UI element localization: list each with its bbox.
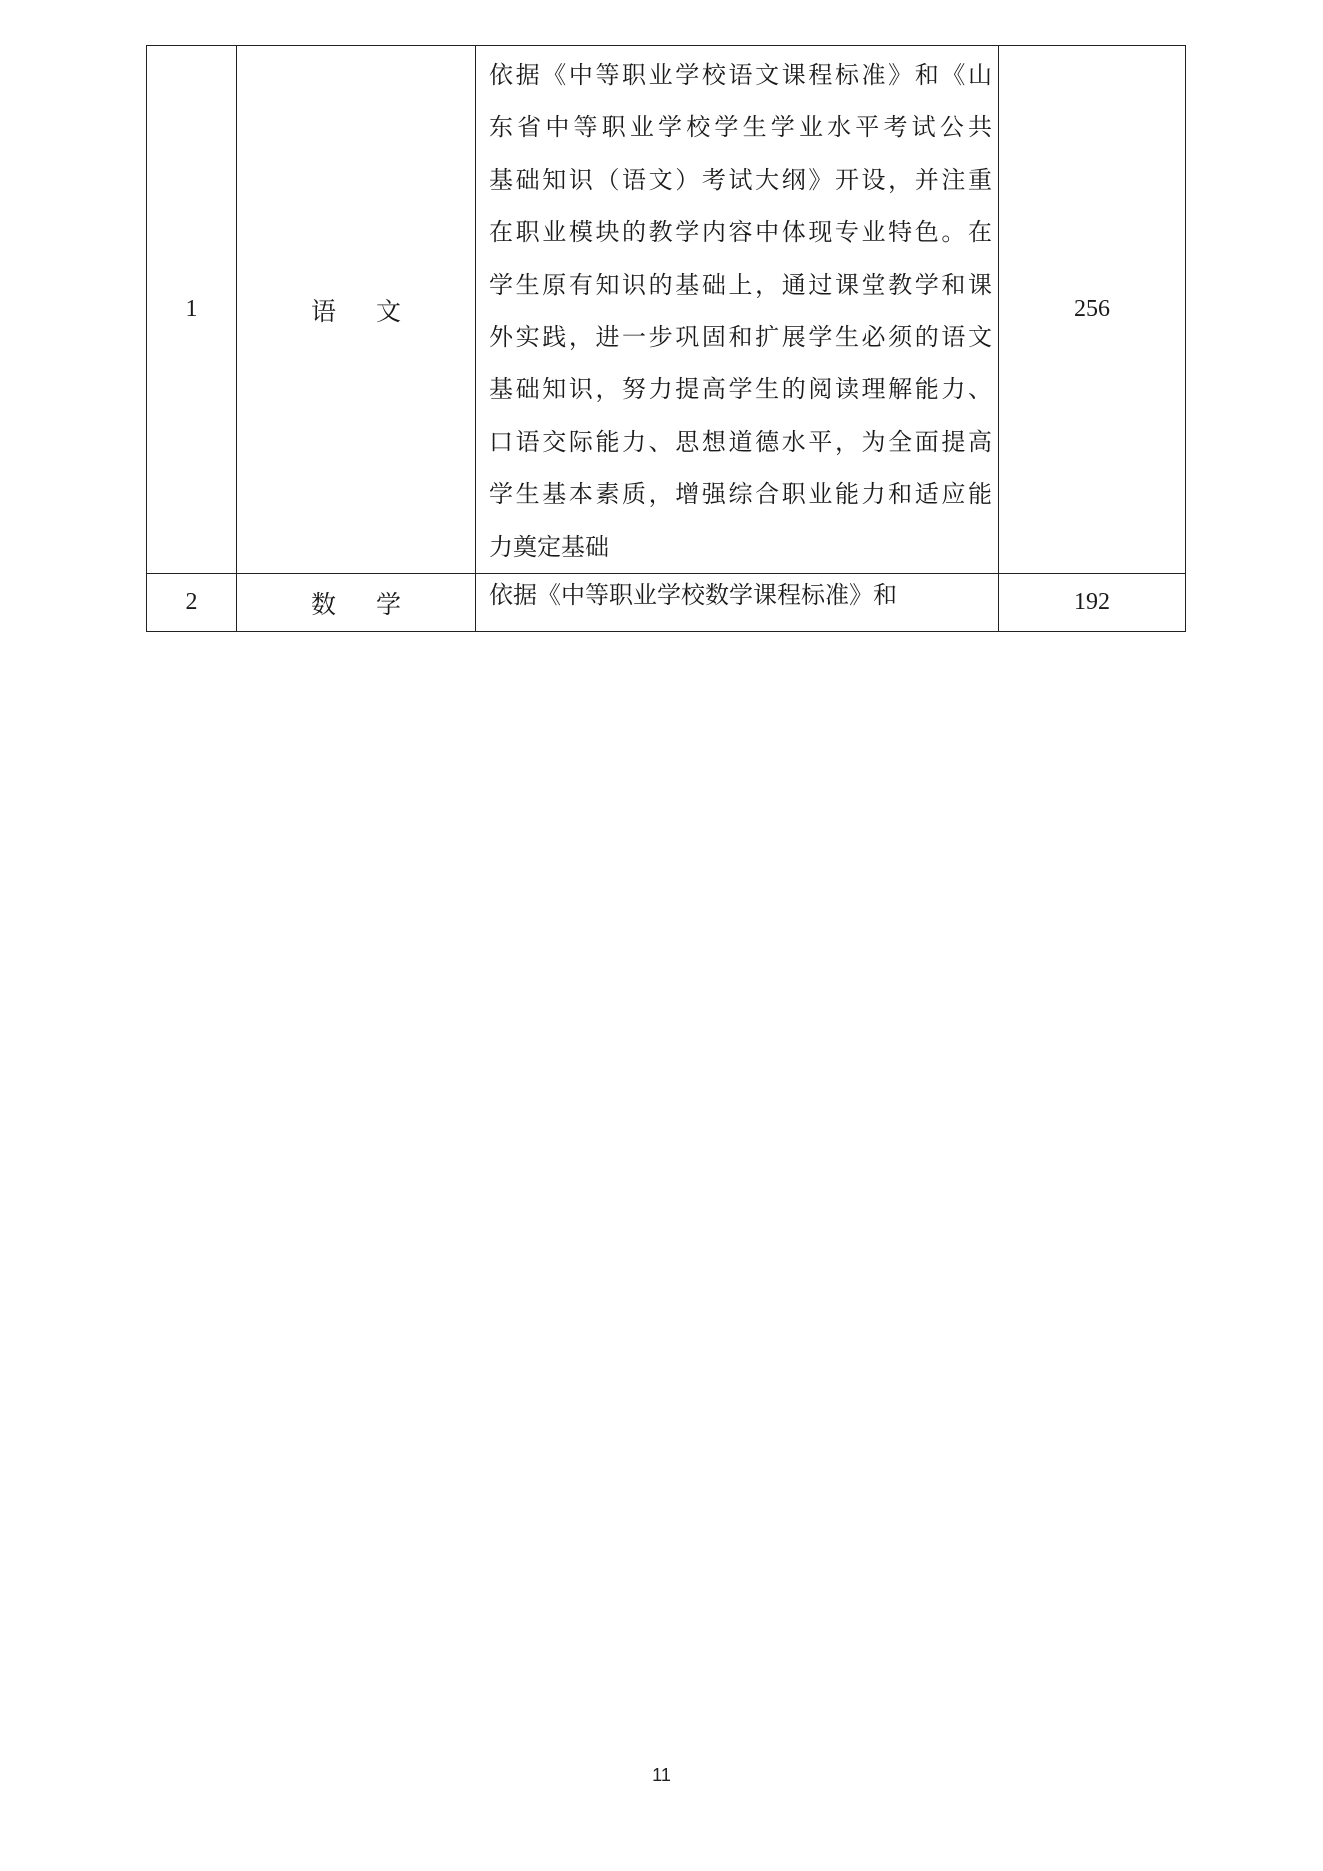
course-name-cell	[237, 46, 476, 574]
course-description-cell	[476, 574, 999, 632]
course-name-char: 语	[310, 296, 336, 326]
table-row	[147, 574, 1186, 632]
course-name-char: 文	[376, 296, 402, 326]
description-line: 东省中等职业学校学生学业水平考试公共	[489, 113, 992, 142]
hours-cell: 256	[999, 46, 1186, 574]
description-line: 外实践，进一步巩固和扩展学生必须的语文	[489, 323, 992, 352]
description-line: 基础知识（语文）考试大纲》开设，并注重	[489, 165, 992, 194]
course-name-char: 数	[310, 589, 336, 619]
row-number-cell: 2	[147, 574, 237, 632]
description-line: 口语交际能力、思想道德水平，为全面提高	[489, 427, 992, 456]
course-name-cell	[237, 574, 476, 632]
course-description-cell	[476, 46, 999, 574]
description-line: 依据《中等职业学校语文课程标准》和《山	[489, 61, 992, 89]
description-line: 依据《中等职业学校数学课程标准》和	[489, 581, 897, 610]
description-line: 学生基本素质，增强综合职业能力和适应能	[489, 480, 992, 509]
page-number: 11	[652, 1765, 671, 1785]
description-line: 在职业模块的教学内容中体现专业特色。在	[489, 218, 992, 247]
table-row	[147, 46, 1186, 574]
description-line: 基础知识，努力提高学生的阅读理解能力、	[489, 375, 992, 404]
row-number-cell: 1	[147, 46, 237, 574]
course-table	[146, 45, 1186, 632]
description-line: 力奠定基础	[489, 532, 609, 561]
course-name-char: 学	[376, 589, 402, 619]
hours-cell: 192	[999, 574, 1186, 632]
description-line: 学生原有知识的基础上，通过课堂教学和课	[489, 270, 992, 299]
